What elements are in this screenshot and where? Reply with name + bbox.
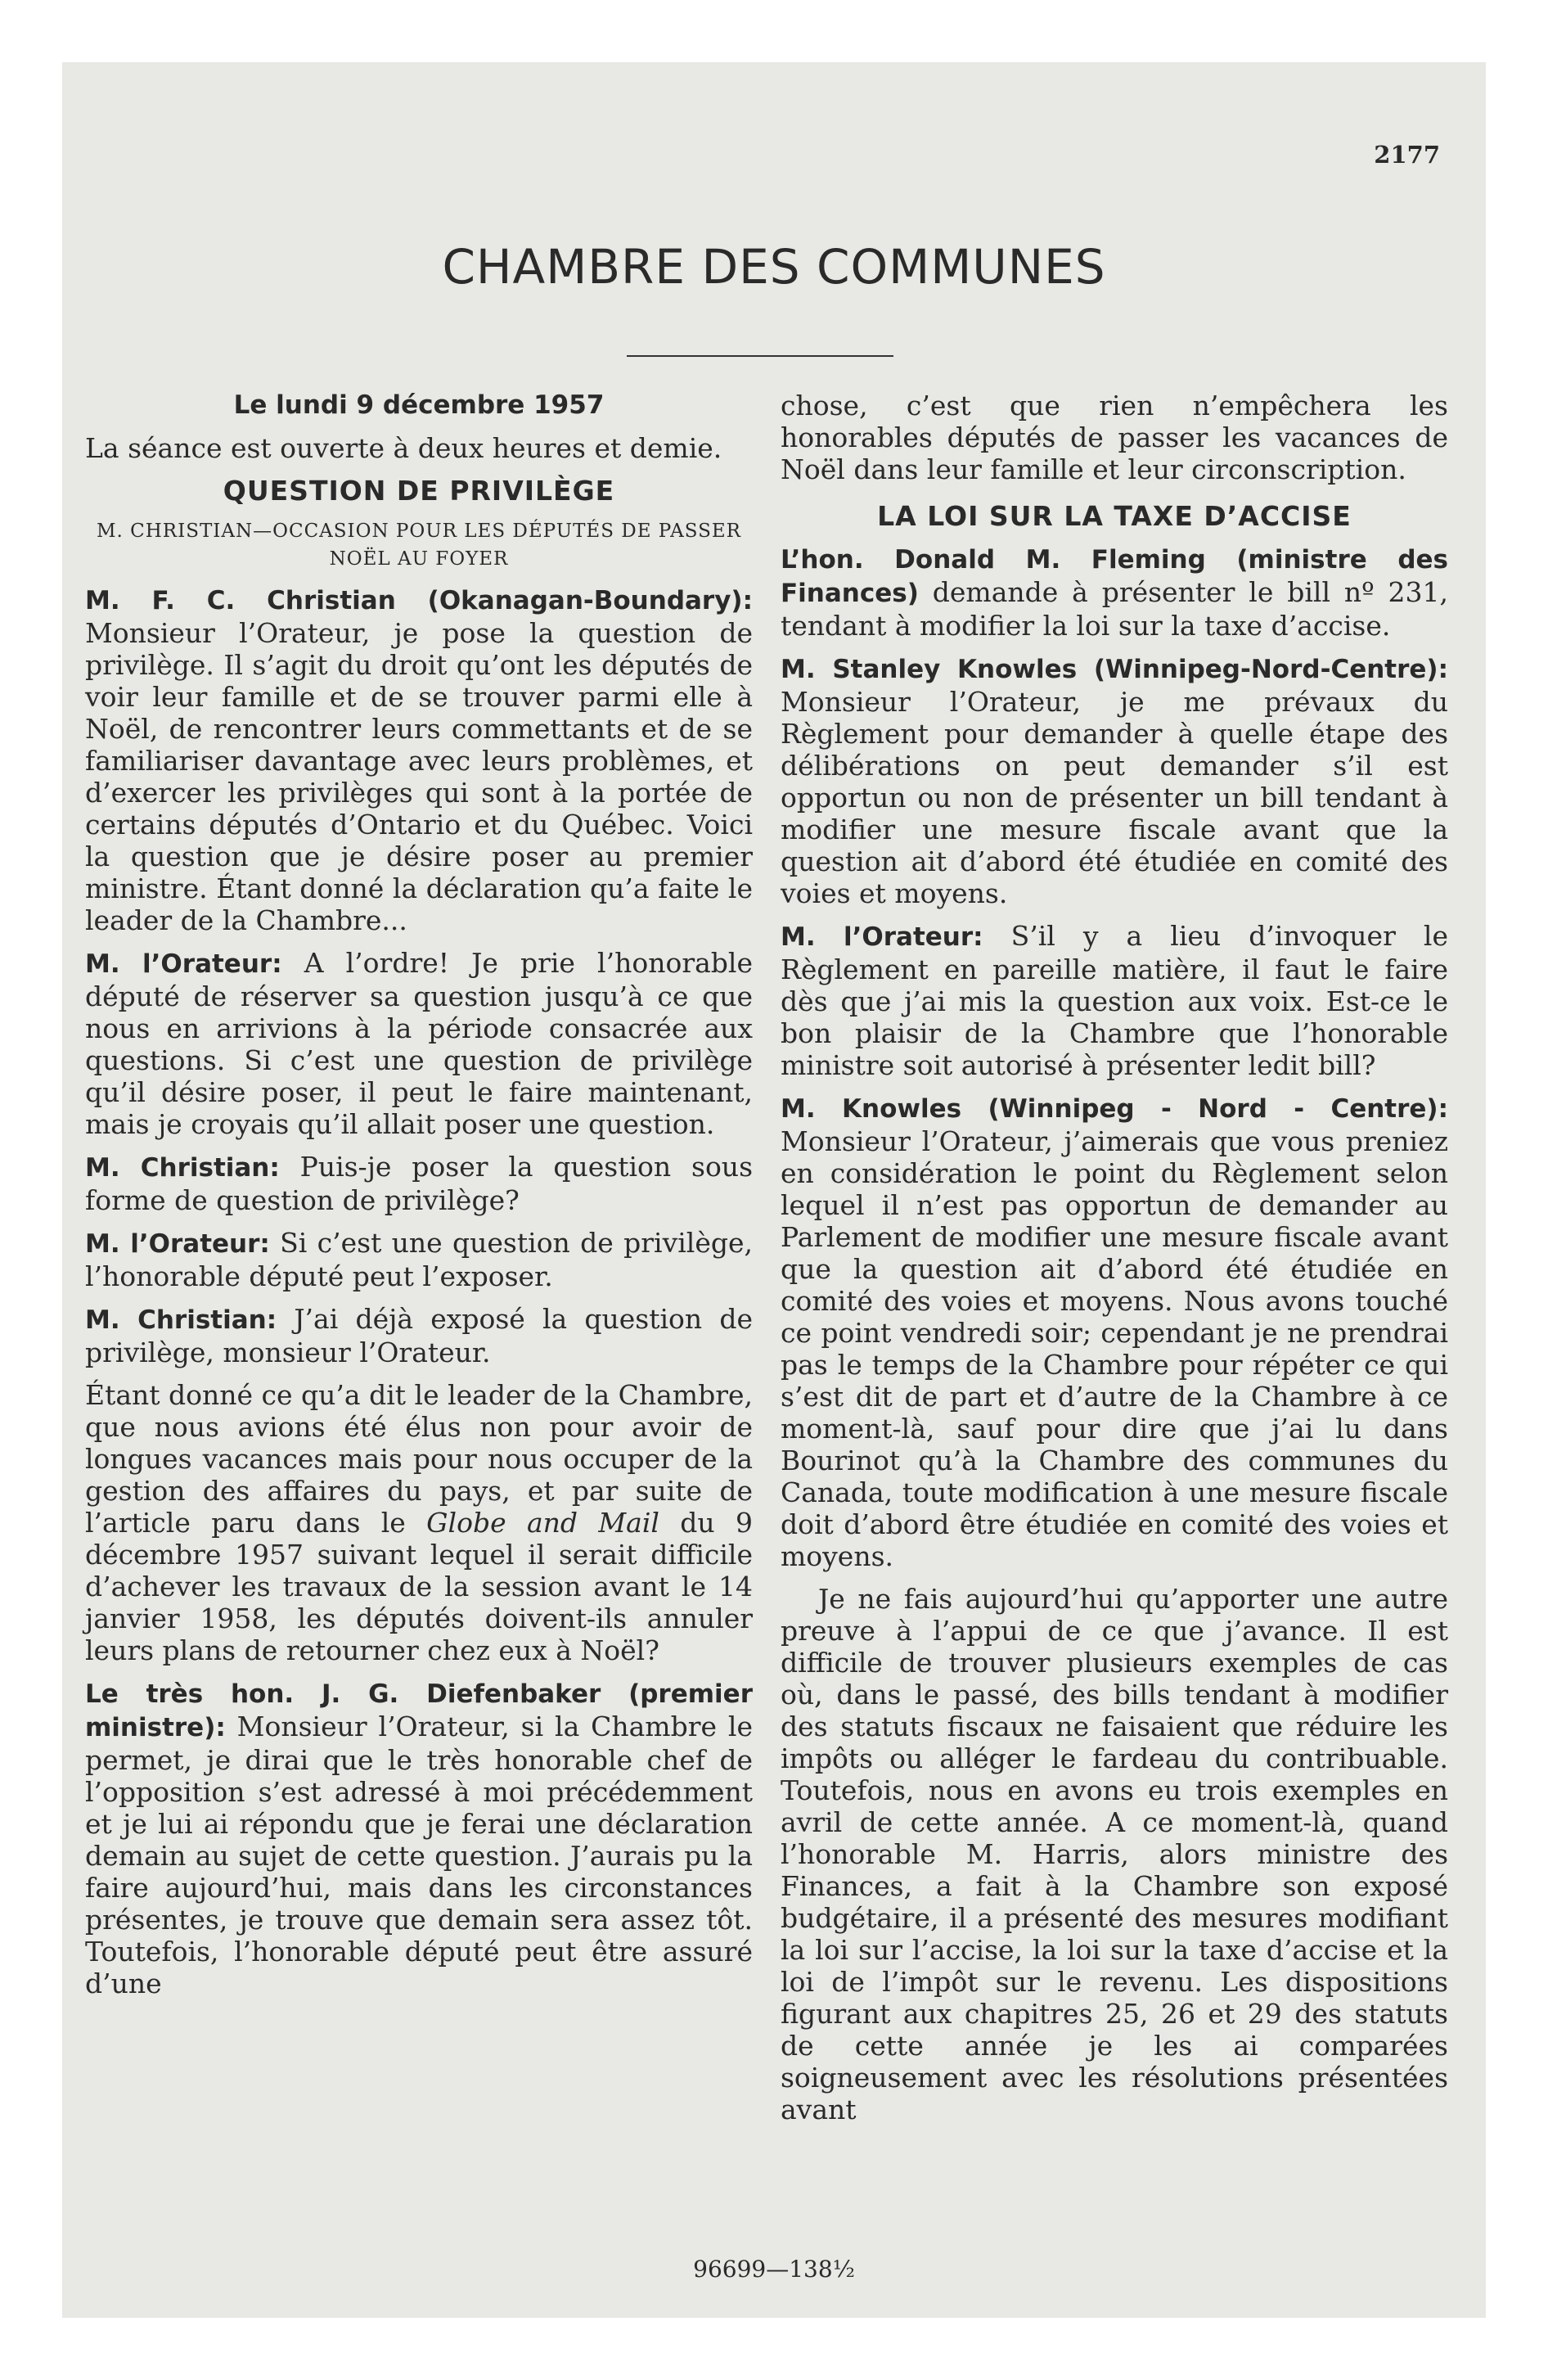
- speaker-name: M. F. C. Christian (Okanagan-Boundary):: [85, 586, 753, 615]
- speaker-name: Le très hon. J. G. Diefenbaker (premier ministre):: [85, 1679, 753, 1742]
- speech-text: Monsieur l’Orateur, je me prévaux du Règlement pour demander à quelle étape des délibérations on peut demander s’il est opportun ou non de présenter un bill tendant à modifier une mesure fiscale avant que la question ait d’abord été étudiée en comité des voies et moyens.: [781, 686, 1448, 909]
- speech-paragraph: [85, 947, 753, 1140]
- speaker-name: M. Stanley Knowles (Winnipeg-Nord-Centre):: [781, 655, 1448, 684]
- speaker-name: M. l’Orateur:: [781, 922, 983, 952]
- section-heading-privilege: QUESTION DE PRIVILÈGE: [223, 475, 615, 507]
- speech-paragraph: [85, 584, 753, 936]
- left-column: [85, 390, 753, 2010]
- section-subheading: M. CHRISTIAN—OCCASION POUR LES DÉPUTÉS DE PASSER NOËL AU FOYER: [96, 521, 742, 570]
- speech-text: Monsieur l’Orateur, si la Chambre le permet, je dirai que le très honorable chef de l’opposition s’est adressé à moi précédemment et je lui ai répondu que je ferai une déclaration demain au sujet de cette question. J’aurais pu la faire aujourd’hui, mais dans les circonstances présentes, je trouve que demain sera assez tôt. Toutefois, l’honorable député peut être assuré d’une: [85, 1711, 753, 1999]
- speaker-name: M. Christian:: [85, 1305, 277, 1335]
- title-rule: [627, 355, 893, 357]
- speech-paragraph: [85, 1227, 753, 1292]
- speaker-name: L’hon. Donald M. Fleming (ministre des Finances): [781, 545, 1448, 608]
- body-paragraph: Je ne fais aujourd’hui qu’apporter une autre preuve à l’appui de ce que j’avance. Il est difficile de trouver plusieurs exemples de cas où, dans le passé, des bills tendant à modifier des statuts fiscaux ne faisaient que réduire les impôts ou alléger le fardeau du contribuable. Toutefois, nous en avons eu trois exemples en avril de cette année. A ce moment-là, quand l’honorable M. Harris, alors ministre des Finances, a fait à la Chambre son exposé budgétaire, il a présenté des mesures modifiant la loi sur l’accise, la loi sur la taxe d’accise et la loi de l’impôt sur le revenu. Les dispositions figurant aux chapitres 25, 26 et 29 des statuts de cette année je les ai comparées soigneusement avec les résolutions présentées avant: [781, 1583, 1448, 2125]
- newspaper-title: Globe and Mail: [426, 1507, 659, 1539]
- speech-text: Monsieur l’Orateur, je pose la question de privilège. Il s’agit du droit qu’ont les députés de voir leur famille et de se trouver parmi elle à Noël, de rencontrer leurs commettants et de se familiariser davantage avec leurs problèmes, et d’exercer les privilèges qui sont à la portée de certains députés d’Ontario et du Québec. Voici la question que je désire poser au premier ministre. Étant donné la déclaration qu’a faite le leader de la Chambre...: [85, 617, 753, 936]
- speaker-name: M. l’Orateur:: [85, 1229, 270, 1259]
- question-text-after: du 9 décembre 1957 suivant lequel il serait difficile d’achever les travaux de la session avant le 14 janvier 1958, les députés doivent-ils annuler leurs plans de retourner chez eux à Noël?: [85, 1507, 754, 1666]
- speech-text: S’il y a lieu d’invoquer le Règlement en pareille matière, il faut le faire dès que j’ai mis la question aux voix. Est-ce le bon plaisir de la Chambre que l’honorable ministre soit autorisé à présenter ledit bill?: [781, 920, 1448, 1081]
- speech-paragraph: [85, 1677, 753, 1999]
- speaker-name: M. Knowles (Winnipeg - Nord - Centre):: [781, 1094, 1448, 1124]
- speech-text: A l’ordre! Je prie l’honorable député de réserver sa question jusqu’à ce que nous en arrivions à la période consacrée aux questions. Si c’est une question de privilège qu’il désire poser, il peut le faire maintenant, mais je croyais qu’il allait poser une question.: [85, 947, 753, 1140]
- speech-paragraph: [781, 1092, 1448, 1572]
- opening-paragraph: La séance est ouverte à deux heures et demie.: [85, 432, 722, 464]
- question-paragraph: [85, 1379, 753, 1666]
- right-column: [781, 390, 1448, 2136]
- speech-paragraph: [781, 920, 1448, 1081]
- speech-text: Monsieur l’Orateur, j’aimerais que vous preniez en considération le point du Règlement selon lequel il n’est pas opportun de demander au Parlement de modifier une mesure fiscale avant que la question ait d’abord été étudiée en comité des voies et moyens. Nous avons touché ce point vendredi soir; cependant je ne prendrai pas le temps de la Chambre pour répéter ce qui s’est dit de part et d’autre de la Chambre à ce moment-là, sauf pour dire que j’ai lu dans Bourinot qu’à la Chambre des communes du Canada, toute modification à une mesure fiscale doit d’abord être étudiée en comité des voies et moyens.: [781, 1125, 1448, 1572]
- section-heading-excise: LA LOI SUR LA TAXE D’ACCISE: [877, 500, 1352, 532]
- speech-paragraph: [85, 1151, 753, 1216]
- speaker-name: M. l’Orateur:: [85, 949, 282, 979]
- question-text-before: Étant donné ce qu’a dit le leader de la Chambre, que nous avions été élus non pour avoir de longues vacances mais pour nous occuper de la gestion des affaires du pays, et par suite de l’article paru dans le: [85, 1379, 754, 1539]
- speech-text: Puis-je poser la question sous forme de question de privilège?: [85, 1151, 753, 1216]
- sitting-date: Le lundi 9 décembre 1957: [233, 390, 605, 420]
- speech-paragraph: [85, 1303, 753, 1368]
- speech-paragraph: [781, 543, 1448, 642]
- footer-reference: 96699—138½: [693, 2256, 855, 2283]
- speech-paragraph: [781, 652, 1448, 909]
- speaker-name: M. Christian:: [85, 1153, 280, 1183]
- speech-text: Si c’est une question de privilège, l’honorable député peut l’exposer.: [85, 1227, 753, 1292]
- continuation-paragraph: chose, c’est que rien n’empêchera les honorables députés de passer les vacances de Noël dans leur famille et leur circonscription.: [781, 390, 1448, 485]
- speech-text: demande à présenter le bill nº 231, tendant à modifier la loi sur la taxe d’accise.: [781, 576, 1448, 642]
- page-title: CHAMBRE DES COMMUNES: [442, 239, 1106, 295]
- document-page: [62, 62, 1486, 2318]
- page-number: 2177: [1374, 141, 1440, 169]
- speech-text: J’ai déjà exposé la question de privilège, monsieur l’Orateur.: [85, 1303, 753, 1368]
